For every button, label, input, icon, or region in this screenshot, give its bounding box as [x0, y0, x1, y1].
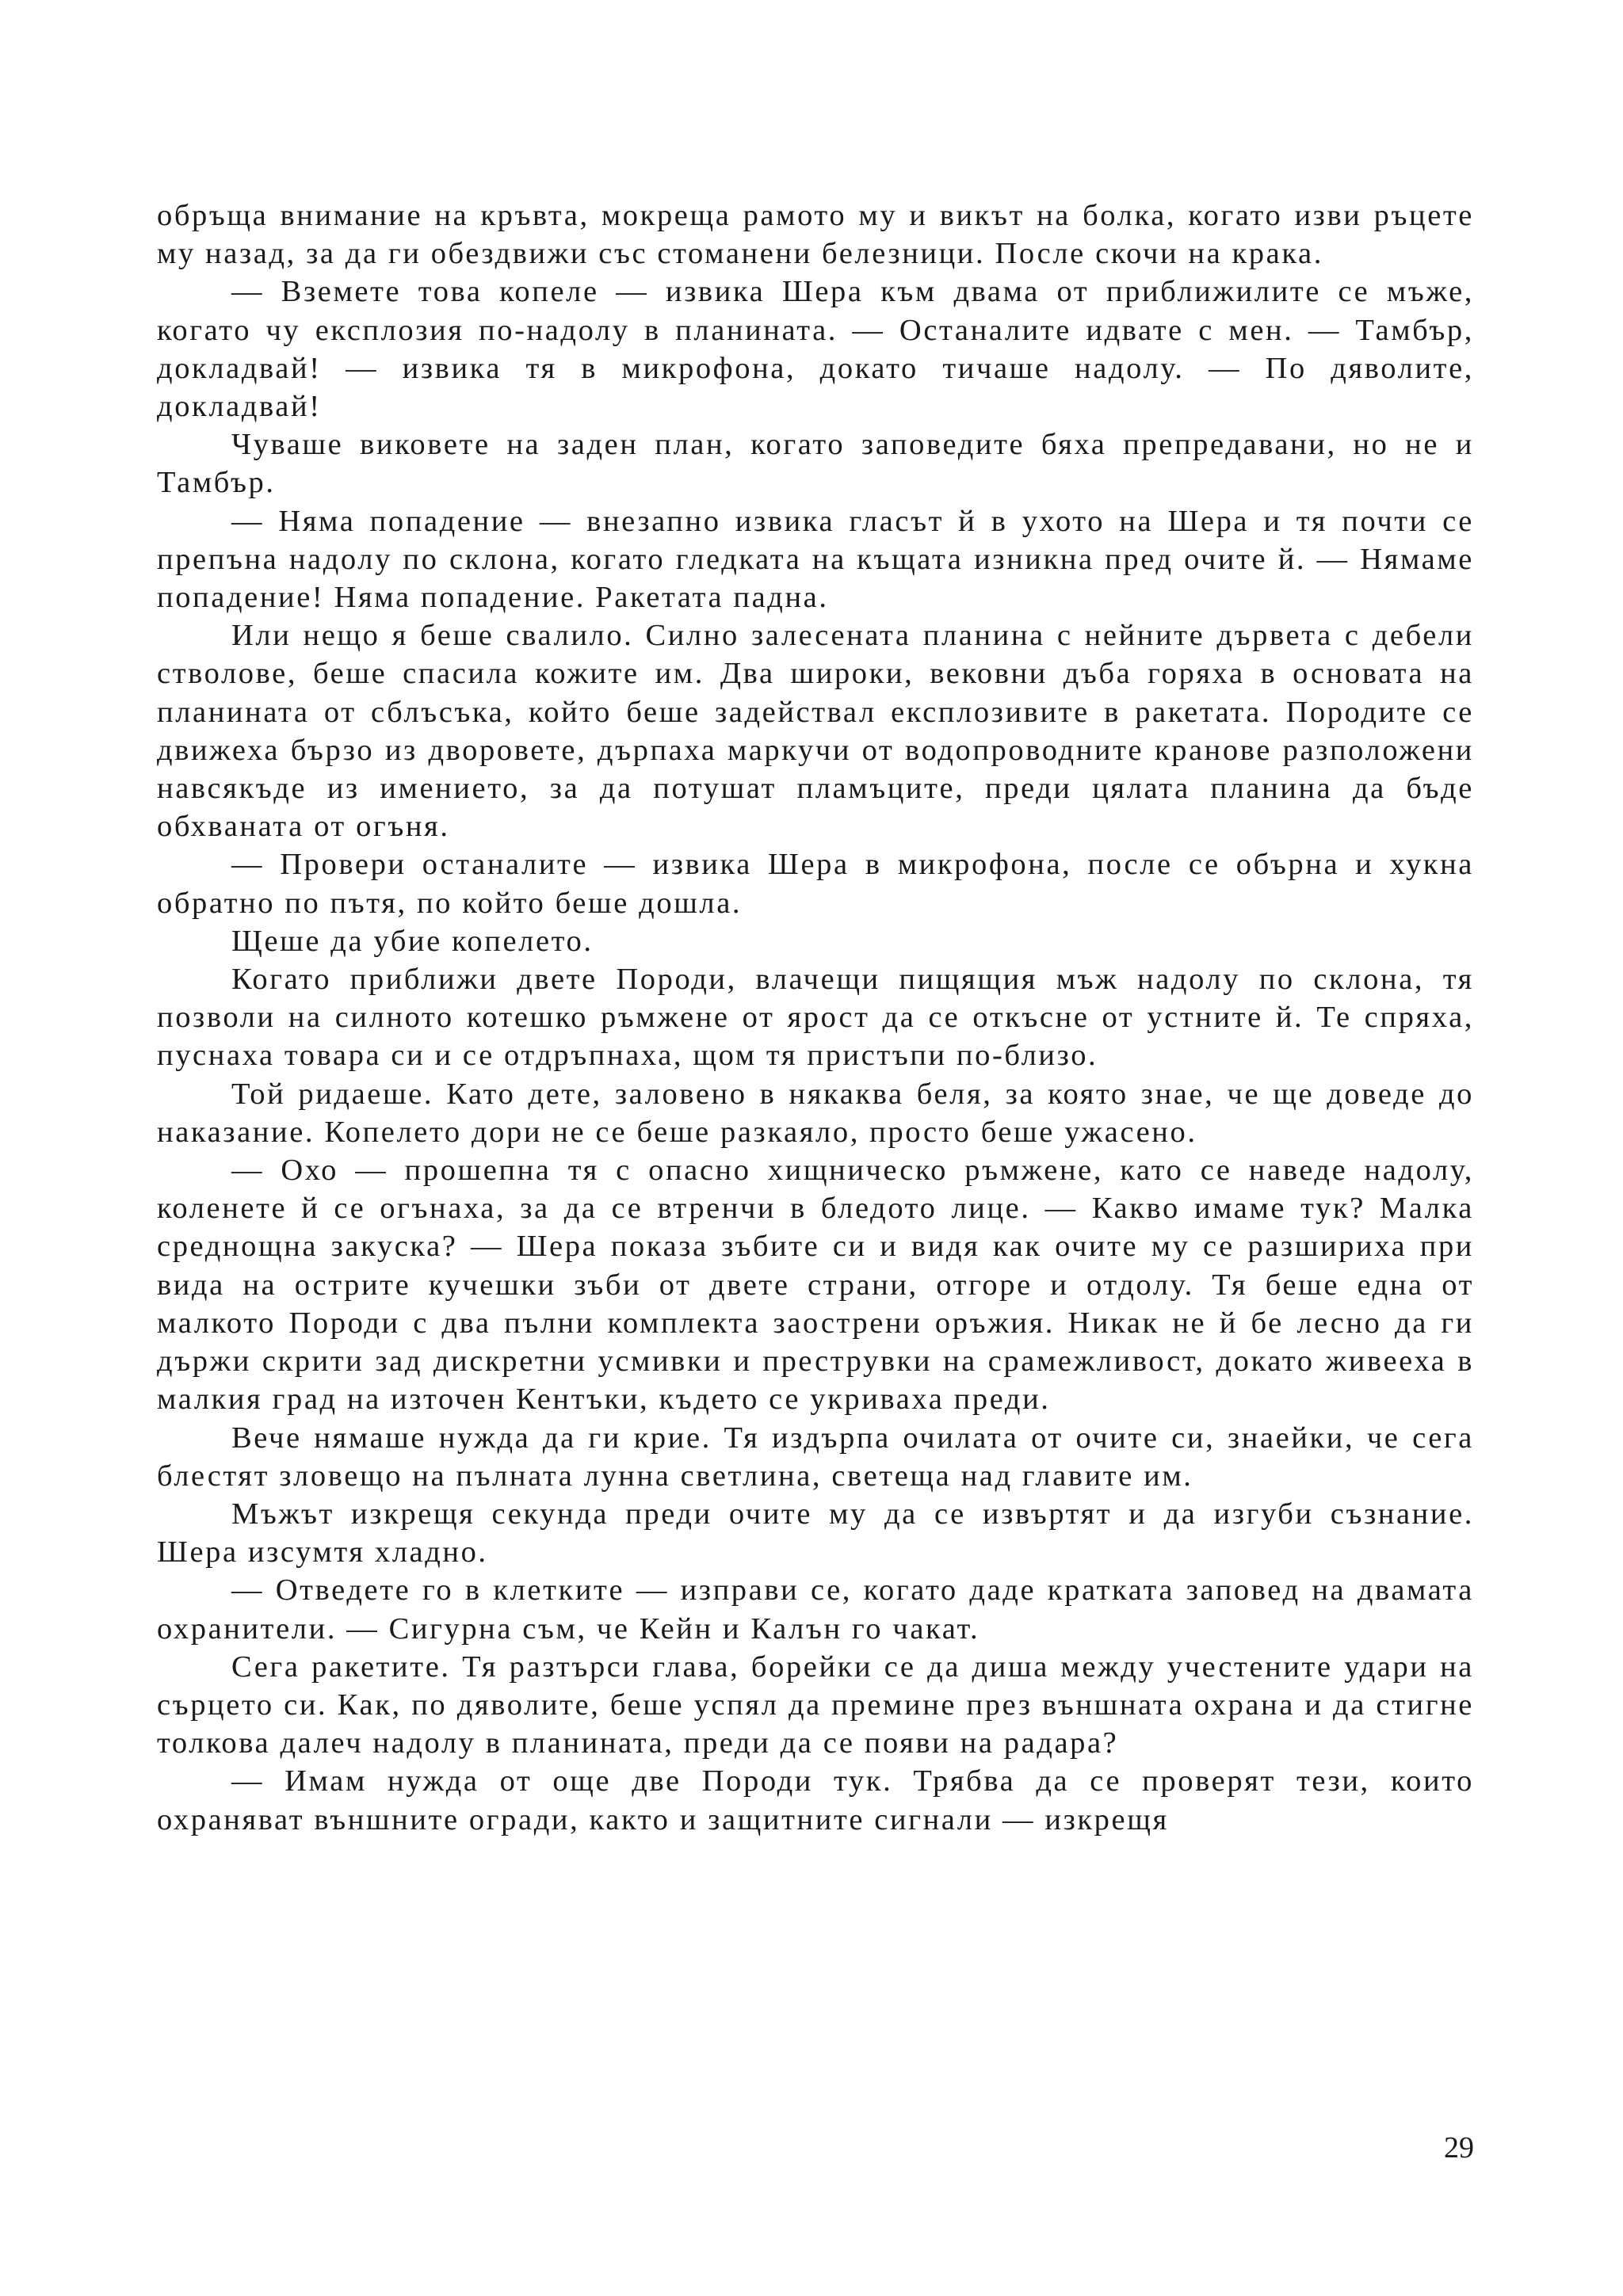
paragraph: Чуваше виковете на заден план, когато заповедите бяха препредавани, но не и Тамбър.	[157, 428, 1474, 500]
paragraph: — Отведете го в клетките — изправи се, когато даде кратката заповед на двамата охранители. — Сигурна съм, че Кейн и Калън го чакат.	[157, 1573, 1474, 1646]
paragraph: — Няма попадение — внезапно извика гласът й в ухото на Шера и тя почти се препъна надолу по склона, когато гледката на къщата изникна пред очите й. — Нямаме попадение! Няма попадение. Ракетата падна.	[157, 504, 1474, 615]
page-number: 29	[1444, 2131, 1474, 2164]
paragraph: Мъжът изкрещя секунда преди очите му да се извъртят и да изгуби съзнание. Шера изсумтя хладно.	[157, 1497, 1474, 1569]
paragraph: — Охо — прошепна тя с опасно хищническо ръмжене, като се наведе надолу, коленете й се огънаха, за да се втренчи в бледото лице. — Какво имаме тук? Малка среднощна закуска? — Шера показа зъбите си и видя как очите му се разшириха при вида на острите кучешки зъби от двете страни, отгоре и отдолу. Тя беше една от малкото Породи с два пълни комплекта заострени оръжия. Никак не й бе лесно да ги държи скрити зад дискретни усмивки и преструвки на срамежливост, докато живееха в малкия град на източен Кентъки, където се укриваха преди.	[157, 1154, 1474, 1417]
paragraph: Сега ракетите. Тя разтърси глава, борейки се да диша между учестените удари на сърцето си. Как, по дяволите, беше успял да премине през външната охрана и да стигне толкова далеч надолу в планината, преди да се появи на радара?	[157, 1650, 1474, 1760]
paragraph: — Имам нужда от още две Породи тук. Трябва да се проверят тези, които охраняват външните огради, както и защитните сигнали — изкрещя	[157, 1764, 1474, 1836]
paragraph: Щеше да убие копелето.	[231, 924, 594, 958]
body-text	[157, 196, 1474, 1839]
paragraph: — Вземете това копеле — извика Шера към двама от приближилите се мъже, когато чу експлозия по-надолу в планината. — Останалите идвате с мен. — Тамбър, докладвай! — извика тя в микрофона, докато тичаше надолу. — По дяволите, докладвай!	[157, 275, 1474, 424]
paragraph: Вече нямаше нужда да ги крие. Тя издърпа очилата от очите си, знаейки, че сега блестят зловещо на пълната лунна светлина, светеща над главите им.	[157, 1421, 1474, 1493]
paragraph: Той ридаеше. Като дете, заловено в някаква беля, за която знае, че ще доведе до наказание. Копелето дори не се беше разкаяло, просто беше ужасено.	[157, 1077, 1474, 1149]
paragraph: Или нещо я беше свалило. Силно залесената планина с нейните дървета с дебели стволове, беше спасила кожите им. Два широки, вековни дъба горяха в основата на планината от сблъсъка, който беше задействал експлозивите в ракетата. Породите се движеха бързо из дворовете, дърпаха маркучи от водопроводните кранове разположени навсякъде из имението, за да потушат пламъците, преди цялата планина да бъде обхваната от огъня.	[157, 619, 1474, 844]
paragraph: — Провери останалите — извика Шера в микрофона, после се обърна и хукна обратно по пътя, по който беше дошла.	[157, 848, 1474, 920]
paragraph: обръща внимание на кръвта, мокреща рамото му и викът на болка, когато изви ръцете му назад, за да ги обездвижи със стоманени белезници. После скочи на крака.	[157, 199, 1474, 271]
paragraph: Когато приближи двете Породи, влачещи пищящия мъж надолу по склона, тя позволи на силното котешко ръмжене от ярост да се откъсне от устните й. Те спряха, пуснаха товара си и се отдръпнаха, щом тя пристъпи по-близо.	[157, 963, 1474, 1073]
